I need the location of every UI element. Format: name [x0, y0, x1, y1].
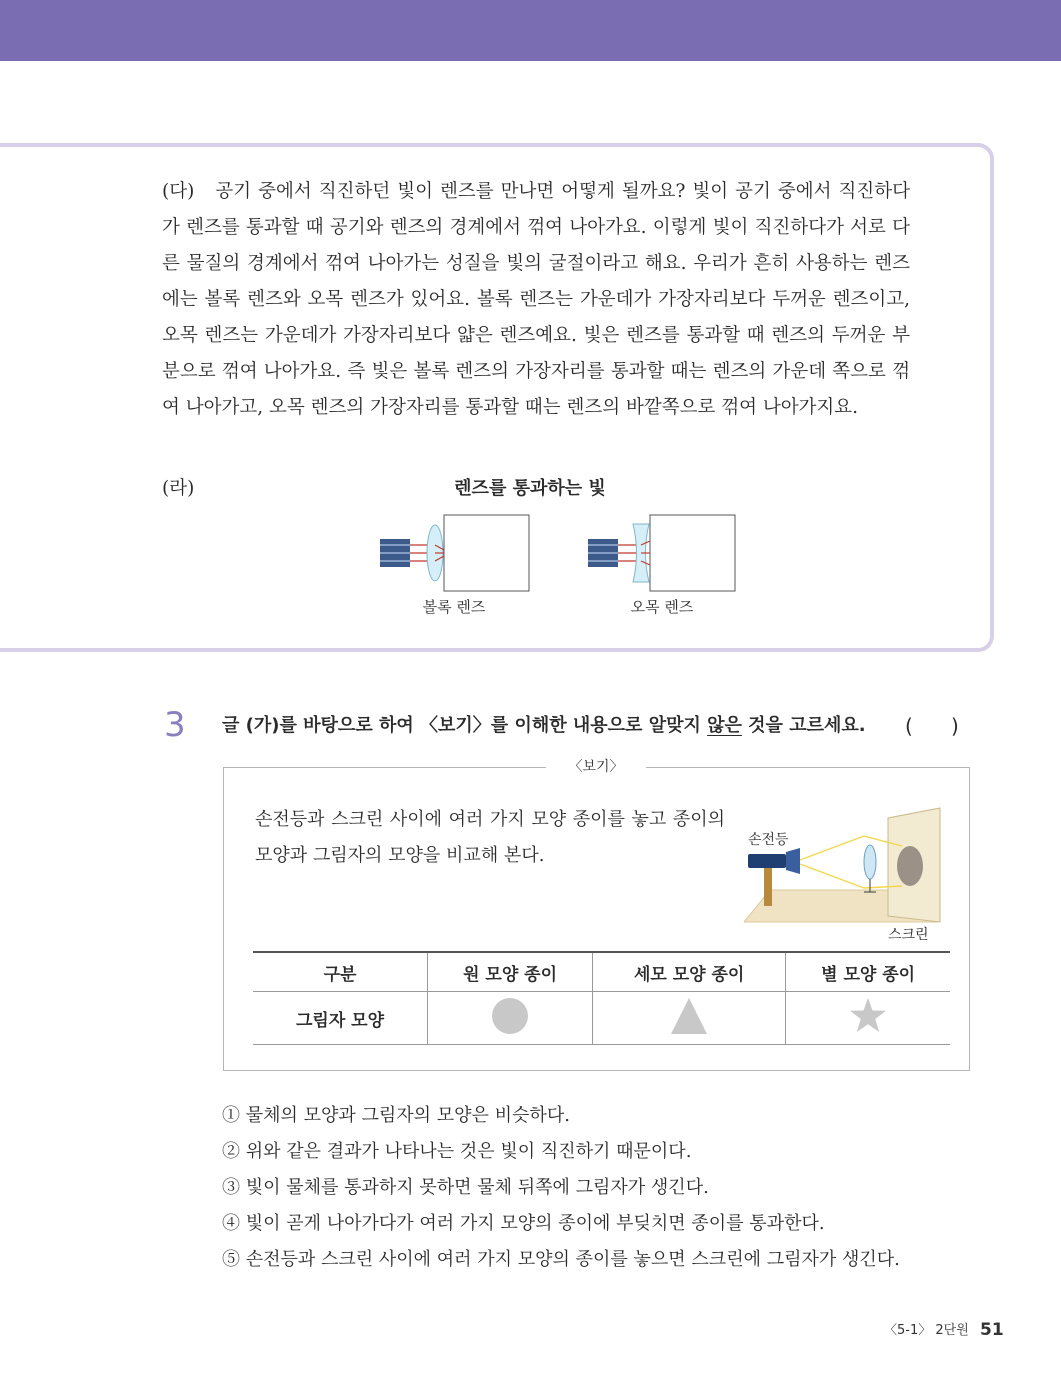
- flashlight-body: [748, 854, 786, 868]
- passage-da: [162, 174, 910, 426]
- shadow-on-screen: [897, 846, 923, 886]
- option-1[interactable]: ① 물체의 모양과 그림자의 모양은 비슷하다.: [222, 1105, 570, 1126]
- triangle-shadow-icon: [669, 996, 709, 1036]
- lens-figure-title: 렌즈를 통과하는 빛: [454, 478, 606, 499]
- table-header-cell: 구분: [253, 952, 428, 992]
- option-2[interactable]: ② 위와 같은 결과가 나타나는 것은 빛이 직진하기 때문이다.: [222, 1141, 692, 1162]
- answer-blank[interactable]: ( ): [905, 714, 959, 738]
- table-header-row: [253, 952, 950, 992]
- bogi-label: 〈보기〉: [546, 756, 646, 778]
- screen-label: 스크린: [888, 927, 929, 943]
- question-text-after: 것을 고르세요.: [741, 715, 866, 736]
- triangle-shadow-cell: [593, 992, 786, 1045]
- table-header-cell: 세모 모양 종이: [593, 952, 786, 992]
- shadow-result-table: [253, 951, 950, 1045]
- page-number: 51: [980, 1320, 1004, 1340]
- passage-da-text: 공기 중에서 직진하던 빛이 렌즈를 만나면 어떻게 될까요? 빛이 공기 중에서 직진하다가 렌즈를 통과할 때 공기와 렌즈의 경계에서 꺾여 나아가요. 이렇게 빛이 직진하다가 서로 다른 물질의 경계에서 꺾여 나아가는 성질을 빛의 굴절이라고 해요. 우리가 흔히 사용하는 렌즈에는 볼록 렌즈와 오목 렌즈가 있어요. 볼록 렌즈는 가운데가 가장자리보다 두꺼운 렌즈이고, 오목 렌즈는 가운데가 가장자리보다 얇은 렌즈예요. 빛은 렌즈를 통과할 때 렌즈의 두꺼운 부분으로 꺾여 나아가요. 즉 빛은 볼록 렌즈의 가장자리를 통과할 때는 렌즈의 가운데 쪽으로 꺾여 나아가고, 오목 렌즈의 가장자리를 통과할 때는 렌즈의 바깥쪽으로 꺾여 나아가지요.: [162, 181, 910, 418]
- bogi-text: 손전등과 스크린 사이에 여러 가지 모양 종이를 놓고 종이의 모양과 그림자의 모양을 비교해 본다.: [255, 809, 725, 866]
- concave-lens-caption: 오목 렌즈: [630, 598, 694, 616]
- screen-box: [444, 515, 529, 591]
- table-row: [253, 992, 950, 1045]
- flashlight-screen-figure: [744, 806, 944, 924]
- answer-options: [222, 1098, 900, 1278]
- question-number: 3: [164, 705, 186, 745]
- table-header-cell: 별 모양 종이: [786, 952, 950, 992]
- top-color-band: [0, 0, 1061, 61]
- star-shadow-cell: [786, 992, 950, 1045]
- circle-shadow-icon: [490, 996, 530, 1036]
- screen-box: [650, 515, 735, 591]
- concave-lens-figure: [586, 510, 746, 596]
- question-text-underlined: 않은: [707, 715, 742, 736]
- passage-ra-label: (라): [162, 478, 195, 499]
- star-shadow-icon: [848, 996, 888, 1036]
- convex-lens-figure: [378, 510, 538, 596]
- convex-lens-caption: 볼록 렌즈: [422, 598, 486, 616]
- circle-shadow-cell: [428, 992, 593, 1045]
- flashlight-stand: [764, 868, 772, 906]
- option-5[interactable]: ⑤ 손전등과 스크린 사이에 여러 가지 모양의 종이를 놓으면 스크린에 그림자가 생긴다.: [222, 1249, 900, 1270]
- option-4[interactable]: ④ 빛이 곧게 나아가다가 여러 가지 모양의 종이에 부딪치면 종이를 통과한다.: [222, 1213, 825, 1234]
- circle-paper: [864, 845, 876, 879]
- option-3[interactable]: ③ 빛이 물체를 통과하지 못하면 물체 뒤쪽에 그림자가 생긴다.: [222, 1177, 709, 1198]
- question-text-before: 글 (가)를 바탕으로 하여 〈보기〉를 이해한 내용으로 알맞지: [222, 715, 708, 736]
- flashlight-label: 손전등: [748, 832, 789, 848]
- table-header-cell: 원 모양 종이: [428, 952, 593, 992]
- passage-da-label: (다): [162, 181, 195, 202]
- question-text: [222, 710, 866, 742]
- footer-unit: 〈5-1〉 2단원: [884, 1323, 969, 1338]
- table-row-label: 그림자 모양: [253, 992, 428, 1045]
